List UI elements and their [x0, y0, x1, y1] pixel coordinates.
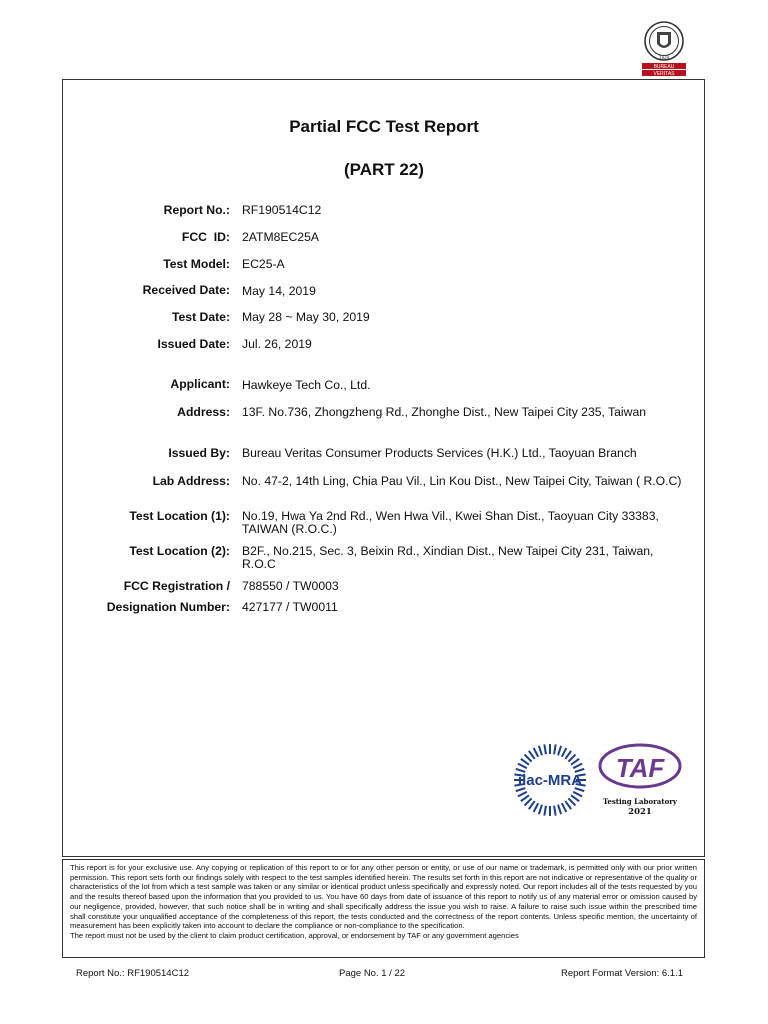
- ilac-tick: [534, 803, 539, 812]
- report-subtitle: (PART 22): [344, 160, 424, 179]
- ilac-tick: [573, 764, 582, 769]
- disclaimer-paragraph: This report is for your exclusive use. Any copying or replication of this report to or for any other person or entity, or use of our name or trademark, is permitted only with our prior written permission. This report sets forth our findings solely with respect to the test samples identified herein. The results set forth in this report are not indicative or representative of the quality or characteristics of the lot from which a test sample was taken or any similar or identical product unless specifically and expressly noted. Our report includes all of the tests requested by you and the results thereof based upon the information that you provided to us. You have 60 days from date of issuance of this report to notify us of any material error or omission caused by our negligence, provided, however, that such notice shall be in writing and shall specifically address the issue you wish to raise. A failure to raise such issue within the prescribed time shall constitute your unqualified acceptance of the completeness of this report, the tests conducted and the correctness of the report contents. Unless specific mention, the uncertainty of measurement has been explicitly taken into account to declare the compliance or non-compliance to the specification.: [70, 863, 697, 931]
- ilac-tick: [544, 806, 546, 816]
- applicant-value: Hawkeye Tech Co., Ltd.: [242, 378, 371, 392]
- ilac-tick: [571, 759, 579, 765]
- test-date-label: Test Date:: [171, 310, 230, 324]
- address-label: Address:: [177, 405, 230, 419]
- test-date-value: May 28 ~ May 30, 2019: [242, 310, 370, 324]
- issued-date-label: Issued Date:: [157, 337, 230, 351]
- taf-year: 2021: [628, 807, 652, 817]
- ilac-tick: [554, 744, 556, 754]
- ilac-tick: [568, 755, 575, 762]
- ilac-tick: [554, 806, 556, 816]
- svg-text:1828: 1828: [658, 55, 670, 60]
- footer-format-version: Report Format Version: 6.1.1: [561, 968, 683, 979]
- received-date-label: Received Date:: [142, 283, 230, 297]
- fcc-registration-label: FCC Registration /: [123, 579, 230, 593]
- designation-number-label: Designation Number:: [106, 600, 230, 614]
- test-location-1-value: No.19, Hwa Ya 2nd Rd., Wen Hwa Vil., Kwei Shan Dist., Taoyuan City 33383, TAIWAN (R.O.C.): [242, 509, 659, 536]
- bureau-veritas-logo: [640, 20, 688, 78]
- taf-caption: Testing Laboratory: [602, 797, 678, 806]
- lab-address-label: Lab Address:: [152, 474, 230, 488]
- footer-report-no: Report No.: RF190514C12: [76, 968, 190, 979]
- ilac-tick: [521, 795, 529, 801]
- ilac-tick: [539, 805, 542, 815]
- ilac-tick: [518, 764, 527, 769]
- ilac-tick: [565, 801, 571, 809]
- disclaimer-paragraph: The report must not be used by the client to claim product certification, approval, or endorsement by TAF or any government agencies: [70, 930, 519, 940]
- ilac-tick: [558, 746, 561, 756]
- ilac-tick: [568, 798, 575, 805]
- disclaimer-box: [62, 859, 705, 958]
- fcc-id-value: 2ATM8EC25A: [242, 230, 319, 244]
- fcc-id-label: FCC ID:: [181, 230, 230, 244]
- svg-text:VERITAS: VERITAS: [653, 71, 675, 77]
- svg-text:BUREAU: BUREAU: [653, 64, 675, 70]
- issued-date-value: Jul. 26, 2019: [242, 337, 312, 351]
- ilac-tick: [565, 751, 571, 759]
- issued-by-value: Bureau Veritas Consumer Products Services (H.K.) Ltd., Taoyuan Branch: [242, 446, 637, 460]
- fcc-registration-value: 788550 / TW0003: [242, 579, 339, 593]
- ilac-mra-logo: [510, 740, 590, 820]
- ilac-tick: [521, 759, 529, 765]
- ilac-tick: [529, 751, 535, 759]
- footer-page-number: Page No. 1 / 22: [339, 968, 406, 979]
- ilac-tick: [544, 744, 546, 754]
- test-model-value: EC25-A: [242, 257, 285, 271]
- ilac-tick: [529, 801, 535, 809]
- test-location-2-label: Test Location (2):: [129, 544, 230, 558]
- report-title: Partial FCC Test Report: [289, 117, 479, 136]
- test-location-2-value: B2F., No.215, Sec. 3, Beixin Rd., Xindian Dist., New Taipei City 231, Taiwan, R.O.C: [242, 544, 654, 571]
- test-model-label: Test Model:: [163, 257, 230, 271]
- report-no-label: Report No.:: [163, 203, 230, 217]
- address-value: 13F. No.736, Zhongzheng Rd., Zhonghe Dist., New Taipei City 235, Taiwan: [242, 405, 646, 419]
- test-location-1-label: Test Location (1):: [129, 509, 230, 523]
- ilac-tick: [539, 746, 542, 756]
- svg-text:ilac-MRA: ilac-MRA: [517, 772, 583, 789]
- ilac-tick: [518, 792, 527, 797]
- ilac-tick: [562, 803, 567, 812]
- applicant-label: Applicant:: [170, 377, 230, 391]
- received-date-value: May 14, 2019: [242, 284, 316, 298]
- report-no-value: RF190514C12: [242, 203, 322, 217]
- lab-address-value: No. 47-2, 14th Ling, Chia Pau Vil., Lin Kou Dist., New Taipei City, Taiwan ( R.O.C): [242, 474, 682, 488]
- ilac-tick: [525, 798, 532, 805]
- svg-text:TAF: TAF: [615, 753, 665, 783]
- issued-by-label: Issued By:: [168, 446, 230, 460]
- ilac-tick: [525, 755, 532, 762]
- ilac-tick: [534, 748, 539, 757]
- ilac-tick: [571, 795, 579, 801]
- ilac-tick: [558, 805, 561, 815]
- ilac-tick: [562, 748, 567, 757]
- designation-number-value: 427177 / TW0011: [242, 600, 338, 614]
- ilac-tick: [573, 792, 582, 797]
